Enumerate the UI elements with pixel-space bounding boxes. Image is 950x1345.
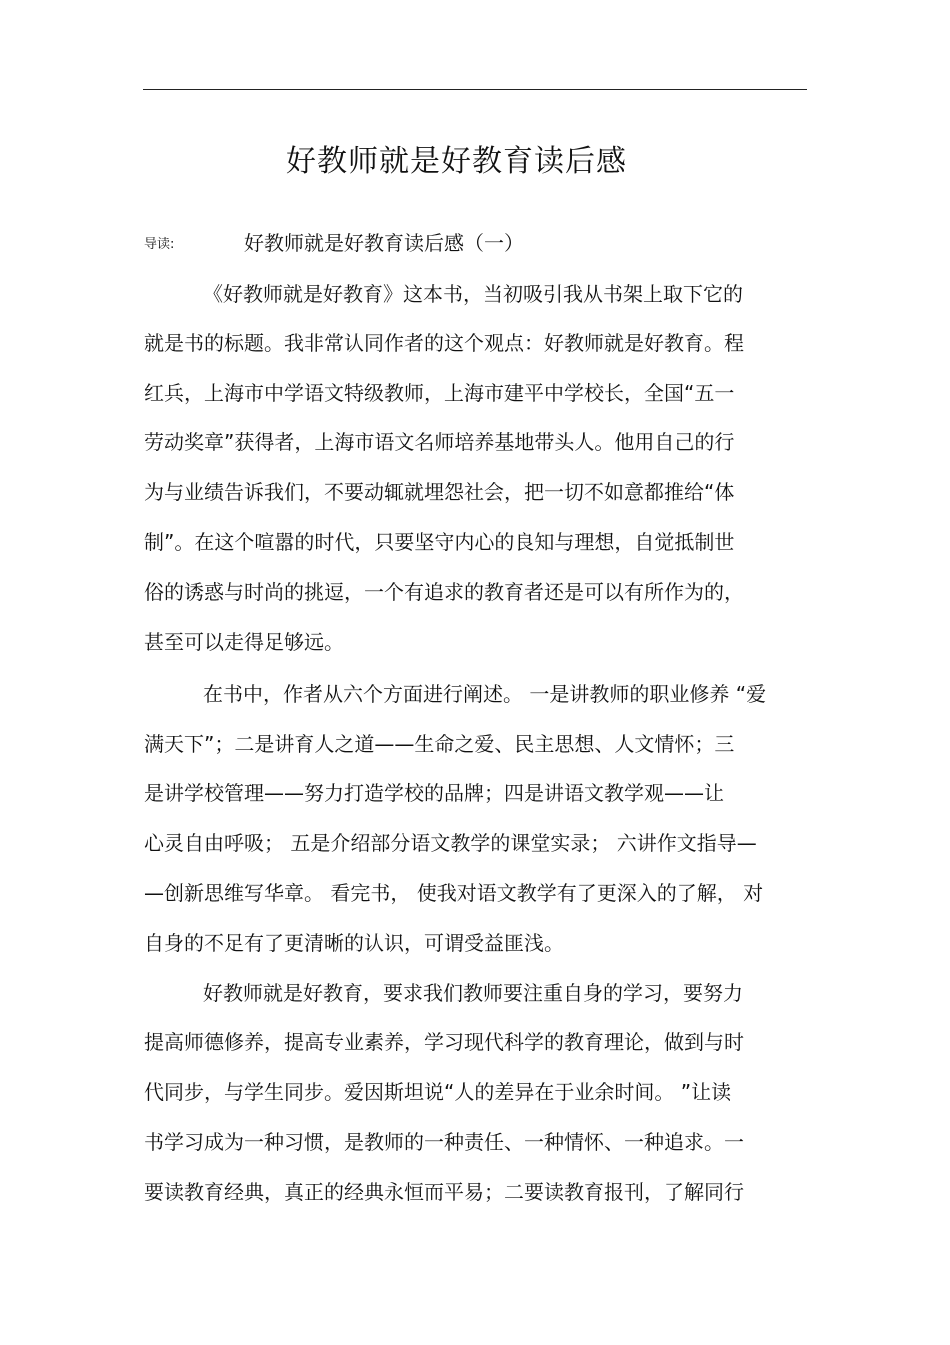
text-line: 书学习成为一种习惯，是教师的一种责任、一种情怀、一种追求。一: [144, 1130, 744, 1154]
lead-subtitle: 好教师就是好教育读后感（一）: [244, 231, 524, 255]
text-line: 好教师就是好教育，要求我们教师要注重自身的学习，要努力: [203, 981, 743, 1005]
text-line: —创新思维写华章。 看完书， 使我对语文教学有了更深入的了解， 对: [144, 881, 764, 905]
text-line: 俗的诱惑与时尚的挑逗，一个有追求的教育者还是可以有所作为的，: [144, 580, 744, 604]
lead-label: 导读:: [144, 237, 175, 252]
text-line: 甚至可以走得足够远。: [144, 630, 344, 654]
text-line: 自身的不足有了更清晰的认识，可谓受益匪浅。: [144, 931, 564, 955]
text-line: 劳动奖章”获得者，上海市语文名师培养基地带头人。他用自己的行: [144, 430, 735, 454]
text-line: 是讲学校管理——努力打造学校的品牌；四是讲语文教学观——让: [144, 781, 724, 805]
text-line: 在书中，作者从六个方面进行阐述。 一是讲教师的职业修养 “爱: [203, 682, 767, 706]
text-line: 《好教师就是好教育》这本书，当初吸引我从书架上取下它的: [203, 282, 743, 306]
text-line: 制”。在这个喧嚣的时代，只要坚守内心的良知与理想，自觉抵制世: [144, 530, 735, 554]
document-title: 好教师就是好教育读后感: [286, 144, 627, 179]
text-line: 就是书的标题。我非常认同作者的这个观点：好教师就是好教育。程: [144, 331, 744, 355]
text-line: 红兵，上海市中学语文特级教师，上海市建平中学校长，全国“五一: [144, 381, 735, 405]
text-line: 为与业绩告诉我们，不要动辄就埋怨社会，把一切不如意都推给“体: [144, 480, 735, 504]
header-rule: [143, 89, 807, 90]
text-line: 代同步，与学生同步。爱因斯坦说“人的差异在于业余时间。 ”让读: [144, 1080, 732, 1104]
text-line: 提高师德修养，提高专业素养，学习现代科学的教育理论，做到与时: [144, 1030, 744, 1054]
text-line: 要读教育经典，真正的经典永恒而平易；二要读教育报刊，了解同行: [144, 1180, 744, 1204]
text-line: 心灵自由呼吸； 五是介绍部分语文教学的课堂实录； 六讲作文指导—: [144, 831, 757, 855]
text-line: 满天下”；二是讲育人之道——生命之爱、民主思想、人文情怀；三: [144, 732, 735, 756]
